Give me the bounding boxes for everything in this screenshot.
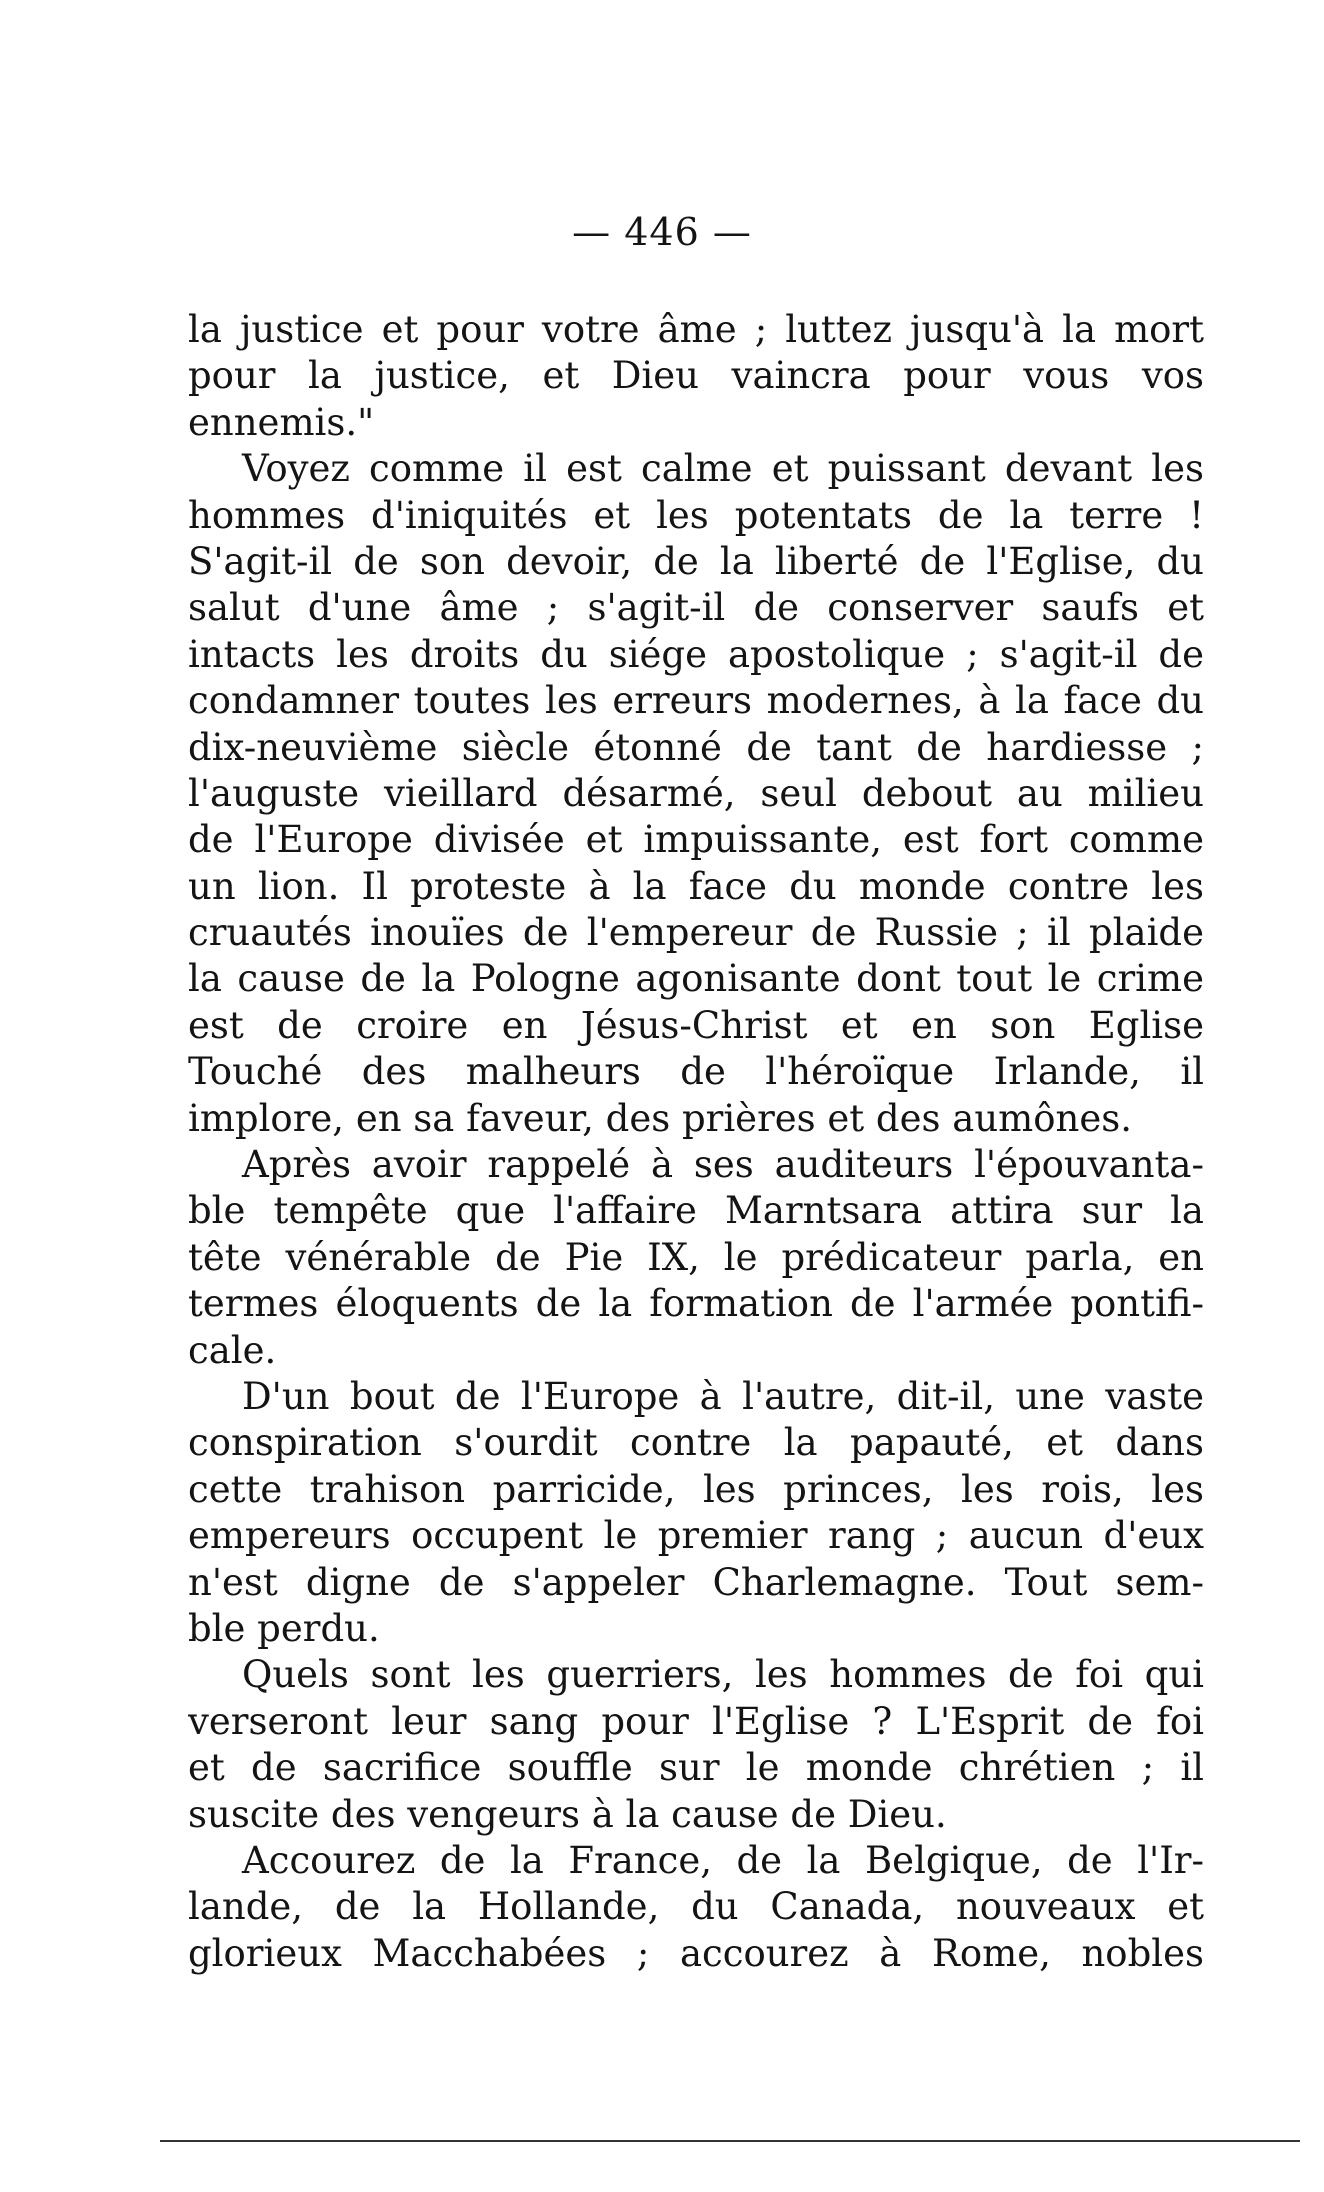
text-line: dix-neuvième siècle étonné de tant de hardiesse ; bbox=[188, 725, 1204, 769]
text-line: termes éloquents de la formation de l'armée pontifi- bbox=[188, 1282, 1204, 1326]
text-line: ble perdu. bbox=[188, 1606, 380, 1650]
text-line: cruautés inouïes de l'empereur de Russie ; il plaide bbox=[188, 911, 1204, 955]
paragraph-start-line: Quels sont les guerriers, les hommes de foi qui bbox=[242, 1653, 1204, 1697]
text-line: la justice et pour votre âme ; luttez jusqu'à la mort bbox=[188, 308, 1204, 351]
text-line: S'agit-il de son devoir, de la liberté de l'Eglise, du bbox=[188, 539, 1204, 583]
text-line: tête vénérable de Pie IX, le prédicateur parla, en bbox=[188, 1235, 1204, 1279]
text-line: Touché des malheurs de l'héroïque Irlande, il bbox=[188, 1050, 1204, 1094]
text-line: salut d'une âme ; s'agit-il de conserver saufs et bbox=[188, 586, 1204, 630]
body-text bbox=[188, 307, 1204, 1977]
text-line: un lion. Il proteste à la face du monde contre les bbox=[188, 864, 1204, 908]
text-line: hommes d'iniquités et les potentats de la terre ! bbox=[188, 493, 1204, 537]
text-line: cale. bbox=[188, 1328, 277, 1372]
paragraph-start-line: Accourez de la France, de la Belgique, de l'Ir- bbox=[242, 1838, 1204, 1882]
footer-rule bbox=[160, 2140, 1300, 2142]
text-line: empereurs occupent le premier rang ; aucun d'eux bbox=[188, 1514, 1204, 1558]
text-line: l'auguste vieillard désarmé, seul debout au milieu bbox=[188, 771, 1204, 815]
text-line: verseront leur sang pour l'Eglise ? L'Esprit de foi bbox=[188, 1699, 1204, 1743]
text-line: ennemis." bbox=[188, 400, 375, 444]
paragraph-start-line: D'un bout de l'Europe à l'autre, dit-il, une vaste bbox=[242, 1374, 1204, 1418]
text-line: de l'Europe divisée et impuissante, est fort comme bbox=[188, 818, 1204, 862]
text-line: condamner toutes les erreurs modernes, à la face du bbox=[188, 679, 1204, 723]
paragraph-start-line: Après avoir rappelé à ses auditeurs l'épouvanta- bbox=[242, 1143, 1204, 1187]
text-line: est de croire en Jésus-Christ et en son Eglise bbox=[188, 1003, 1204, 1047]
text-line: conspiration s'ourdit contre la papauté, et dans bbox=[188, 1421, 1204, 1465]
text-line: ble tempête que l'affaire Marntsara attira sur la bbox=[188, 1189, 1204, 1233]
page-number: — 446 — bbox=[572, 210, 752, 254]
paragraph-start-line: Voyez comme il est calme et puissant devant les bbox=[242, 447, 1204, 491]
text-line: implore, en sa faveur, des prières et des aumônes. bbox=[188, 1096, 1132, 1140]
text-line: lande, de la Hollande, du Canada, nouveaux et bbox=[188, 1885, 1204, 1929]
text-line: cette trahison parricide, les princes, les rois, les bbox=[188, 1467, 1204, 1511]
text-line: et de sacrifice souffle sur le monde chrétien ; il bbox=[188, 1746, 1204, 1790]
text-line: pour la justice, et Dieu vaincra pour vous vos bbox=[188, 354, 1204, 398]
text-line: suscite des vengeurs à la cause de Dieu. bbox=[188, 1792, 947, 1836]
text-line: glorieux Macchabées ; accourez à Rome, nobles bbox=[188, 1931, 1204, 1975]
text-line: intacts les droits du siége apostolique ; s'agit-il de bbox=[188, 632, 1204, 676]
text-line: la cause de la Pologne agonisante dont tout le crime bbox=[188, 957, 1204, 1001]
text-line: n'est digne de s'appeler Charlemagne. Tout sem- bbox=[188, 1560, 1204, 1604]
